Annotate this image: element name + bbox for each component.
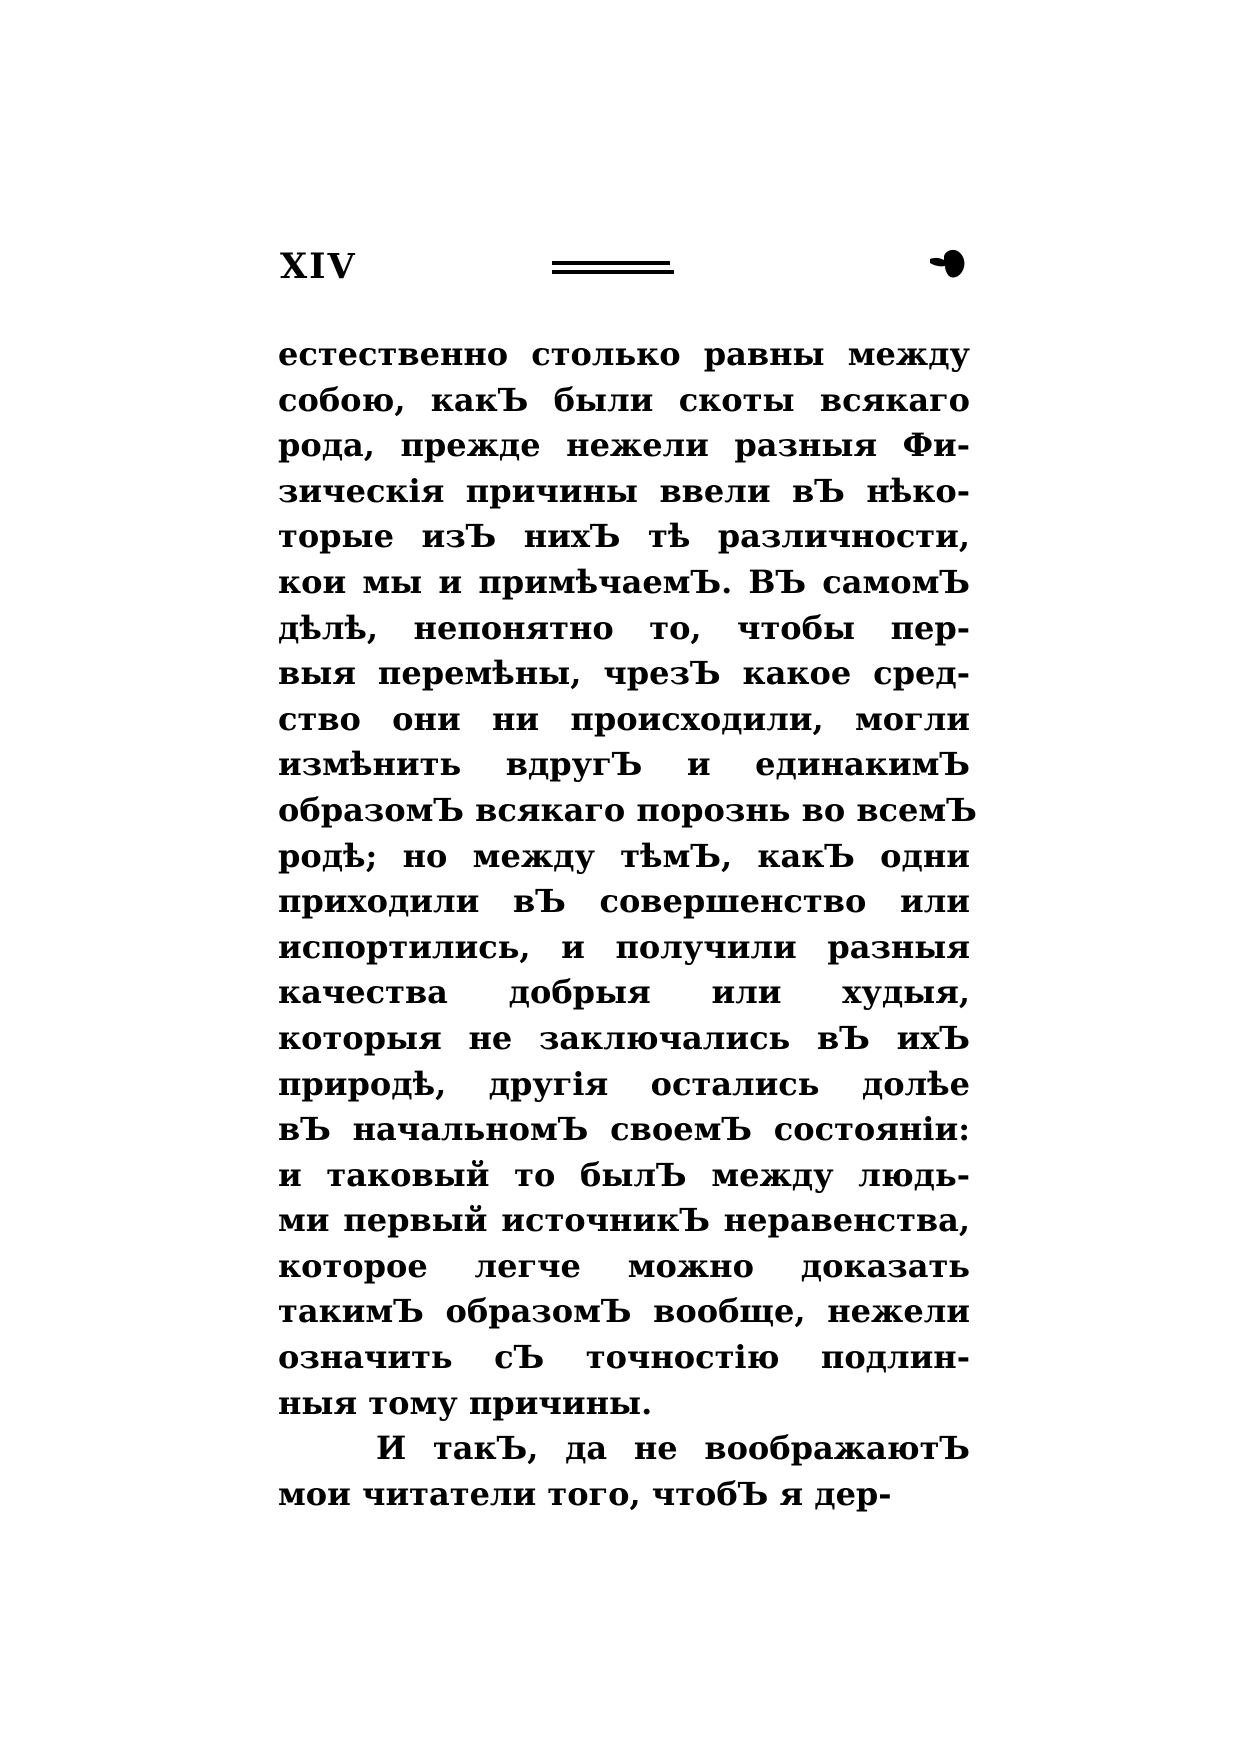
text-line: дѣлѣ, непонятно то, чтобы пер- xyxy=(278,608,970,647)
text-line: выя перемѣны, чрезЪ какое сред- xyxy=(278,654,970,693)
text-line: зическія причины ввели вЪ нѣко- xyxy=(278,471,970,510)
text-line: собою, какЪ были скоты всякаго xyxy=(278,380,970,419)
page-header xyxy=(280,245,970,295)
text-line: такимЪ образомЪ вообще, нежели xyxy=(278,1292,970,1331)
text-line: рода, прежде нежели разныя Фи- xyxy=(278,426,970,465)
text-line: означить сЪ точностію подлин- xyxy=(278,1338,970,1377)
text-line: ныя тому причины. xyxy=(278,1383,653,1422)
text-line: мои читатели того, чтобЪ я дер- xyxy=(278,1474,892,1513)
text-line: ство они ни происходили, могли xyxy=(278,699,970,738)
text-line: измѣнить вдругЪ и единакимЪ xyxy=(278,745,970,784)
header-double-rule xyxy=(552,261,674,283)
text-line: испортились, и получили разныя xyxy=(278,927,970,966)
text-line: родѣ; но между тѣмЪ, какЪ одни xyxy=(278,836,970,875)
text-line: качества добрыя или худыя, xyxy=(278,973,970,1012)
text-line: которое легче можно доказать xyxy=(278,1246,970,1285)
body-text xyxy=(278,332,977,1517)
text-line: ми первый источникЪ неравенства, xyxy=(278,1201,970,1240)
paragraph xyxy=(278,332,977,1426)
paragraph xyxy=(278,1426,970,1517)
text-line: торые изЪ нихЪ тѣ различности, xyxy=(278,517,970,556)
text-line: которыя не заключались вЪ ихЪ xyxy=(278,1018,970,1057)
text-line: естественно столько равны между xyxy=(278,335,970,373)
text-line: И такЪ, да не воображаютЪ xyxy=(376,1429,970,1468)
text-line: кои мы и примѣчаемЪ. ВЪ самомЪ xyxy=(278,562,970,601)
ornament-fleuron-icon xyxy=(926,245,970,281)
text-line: природѣ, другія остались долѣе xyxy=(278,1064,970,1103)
text-line: образомЪ всякаго порознь во всемЪ xyxy=(278,790,977,829)
page-number: XIV xyxy=(280,246,357,287)
text-line: вЪ начальномЪ своемЪ состояніи: xyxy=(278,1110,970,1149)
text-line: и таковый то былЪ между людь- xyxy=(278,1155,970,1194)
text-line: приходили вЪ совершенство или xyxy=(278,882,970,921)
